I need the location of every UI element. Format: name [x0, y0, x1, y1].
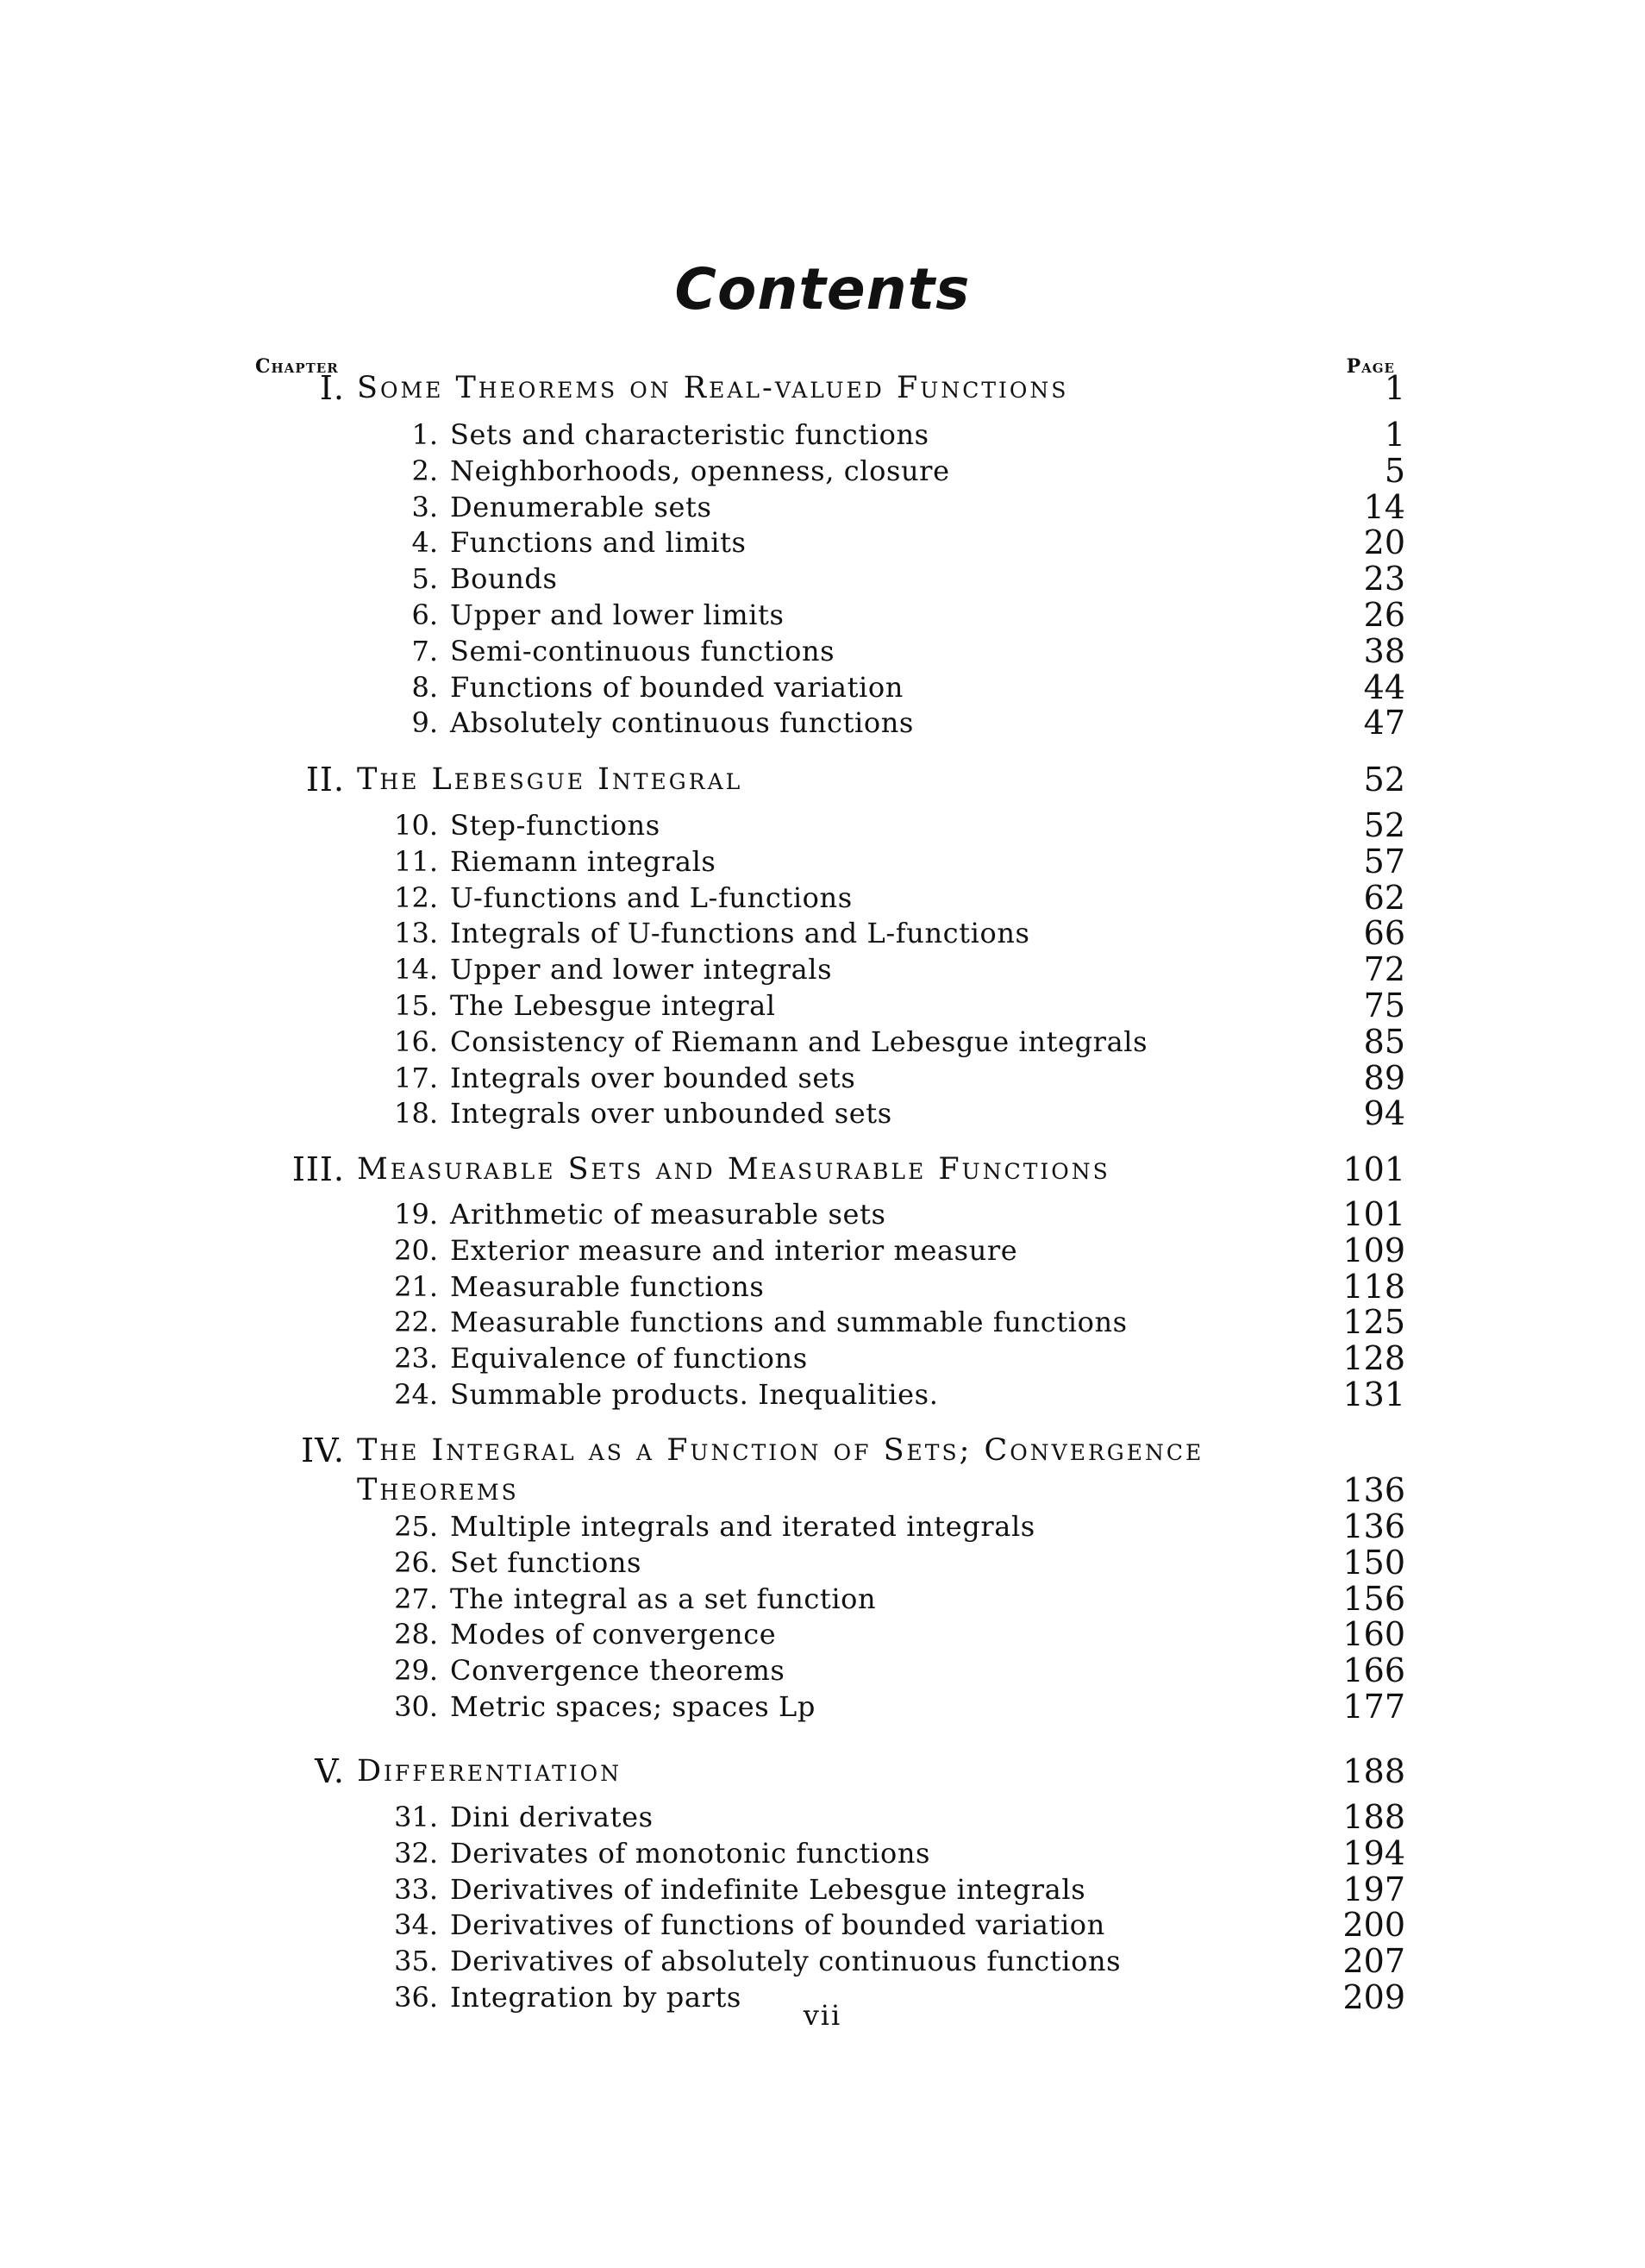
- section-number: 28.: [394, 1618, 438, 1651]
- chapter-number: III.: [291, 1150, 345, 1188]
- section-number: 22.: [394, 1306, 438, 1339]
- section-number: 1.: [411, 418, 438, 451]
- section-title: Integration by parts: [450, 1981, 741, 2014]
- section-title: Bounds: [450, 562, 558, 596]
- section-number: 19.: [394, 1198, 438, 1231]
- section-number: 27.: [394, 1582, 438, 1615]
- section-number: 7.: [411, 634, 438, 667]
- section-page: 118: [1342, 1267, 1405, 1306]
- chapter-page: 136: [1342, 1471, 1405, 1509]
- section-row: [0, 914, 1645, 952]
- section-number: 18.: [394, 1097, 438, 1131]
- section-page: 128: [1342, 1339, 1405, 1378]
- section-number: 4.: [411, 526, 438, 560]
- section-page: 150: [1342, 1543, 1405, 1582]
- section-title: Step-functions: [450, 809, 660, 842]
- section-page: 125: [1342, 1303, 1405, 1342]
- section-page: 85: [1363, 1022, 1405, 1061]
- section-number: 25.: [394, 1510, 438, 1543]
- section-page: 101: [1342, 1195, 1405, 1233]
- section-title: The integral as a set function: [450, 1582, 877, 1615]
- section-title: Exterior measure and interior measure: [450, 1233, 1018, 1267]
- section-title: Denumerable sets: [450, 490, 712, 523]
- section-page: 207: [1342, 1942, 1405, 1981]
- chapter-page: 101: [1342, 1150, 1405, 1188]
- section-number: 17.: [394, 1061, 438, 1094]
- section-number: 2.: [411, 454, 438, 487]
- section-row: [0, 523, 1645, 561]
- section-number: 31.: [394, 1801, 438, 1833]
- section-number: 15.: [394, 989, 438, 1022]
- section-title: Metric spaces; spaces Lp: [450, 1690, 816, 1723]
- section-page: 75: [1363, 987, 1405, 1024]
- section-title: Upper and lower limits: [450, 598, 785, 631]
- section-number: 23.: [394, 1342, 438, 1375]
- section-row: [0, 668, 1645, 706]
- section-row: [0, 416, 1645, 454]
- section-title: Measurable functions and summable functions: [450, 1306, 1128, 1339]
- section-title: Integrals over unbounded sets: [450, 1097, 892, 1131]
- chapter-page: 188: [1342, 1752, 1405, 1790]
- section-page: 177: [1342, 1688, 1405, 1726]
- section-title: Sets and characteristic functions: [450, 418, 929, 451]
- chapter-title: Differentiation: [357, 1754, 622, 1789]
- section-page: 57: [1363, 842, 1405, 880]
- section-number: 29.: [394, 1654, 438, 1688]
- section-page: 136: [1342, 1507, 1405, 1545]
- section-number: 14.: [394, 953, 438, 987]
- section-title: The Lebesgue integral: [450, 989, 776, 1022]
- chapter-number: IV.: [301, 1432, 345, 1469]
- section-title: Summable products. Inequalities.: [450, 1378, 939, 1411]
- section-row: [0, 1906, 1645, 1944]
- chapter-title-continued: Theorems: [357, 1473, 519, 1507]
- section-page: 20: [1363, 523, 1405, 562]
- chapter-number: V.: [315, 1752, 345, 1790]
- section-title: Functions and limits: [450, 526, 747, 560]
- section-number: 10.: [394, 809, 438, 842]
- section-row: [0, 452, 1645, 490]
- chapter-number: I.: [319, 369, 345, 407]
- section-row: [0, 1580, 1645, 1618]
- section-page: 156: [1342, 1579, 1405, 1618]
- section-row: [0, 1834, 1645, 1872]
- section-number: 33.: [394, 1872, 438, 1906]
- chapter-title: The Lebesgue Integral: [357, 762, 743, 797]
- section-number: 32.: [394, 1836, 438, 1870]
- section-row: [0, 950, 1645, 988]
- section-page: 44: [1363, 667, 1405, 706]
- section-number: 21.: [394, 1269, 438, 1303]
- section-title: Equivalence of functions: [450, 1342, 808, 1375]
- section-row: [0, 879, 1645, 917]
- section-row: [0, 1094, 1645, 1132]
- section-page: 166: [1342, 1651, 1405, 1690]
- section-title: Derivatives of functions of bounded variation: [450, 1908, 1105, 1942]
- section-page: 52: [1363, 806, 1405, 844]
- section-title: Derivates of monotonic functions: [450, 1836, 931, 1870]
- section-page: 188: [1342, 1798, 1405, 1836]
- chapter-row: [0, 1432, 1645, 1469]
- section-row: [0, 806, 1645, 844]
- section-title: Riemann integrals: [450, 844, 716, 878]
- section-row: [0, 488, 1645, 526]
- section-title: U-functions and L-functions: [450, 880, 853, 914]
- section-page: 14: [1363, 487, 1405, 526]
- section-number: 26.: [394, 1545, 438, 1579]
- section-number: 20.: [394, 1233, 438, 1267]
- section-row: [0, 1798, 1645, 1836]
- section-row: [0, 1615, 1645, 1653]
- chapter-title: Measurable Sets and Measurable Functions: [357, 1152, 1110, 1187]
- section-page: 197: [1342, 1870, 1405, 1908]
- section-title: Upper and lower integrals: [450, 953, 833, 987]
- section-row: [0, 1303, 1645, 1341]
- section-number: 6.: [411, 598, 438, 631]
- chapter-number: II.: [305, 761, 345, 799]
- section-row: [0, 1688, 1645, 1726]
- chapter-title: The Integral as a Function of Sets; Convergence: [357, 1433, 1204, 1468]
- section-page: 194: [1342, 1833, 1405, 1872]
- section-page: 5: [1384, 451, 1405, 490]
- section-row: [0, 596, 1645, 634]
- section-row: [0, 1059, 1645, 1097]
- chapter-row: [0, 761, 1645, 799]
- section-number: 30.: [394, 1690, 438, 1723]
- section-title: Neighborhoods, openness, closure: [450, 454, 950, 487]
- section-row: [0, 704, 1645, 742]
- section-number: 3.: [411, 490, 438, 523]
- section-row: [0, 1507, 1645, 1545]
- section-title: Derivatives of indefinite Lebesgue integrals: [450, 1872, 1086, 1906]
- chapter-row: [0, 1150, 1645, 1188]
- page-number-footer: vii: [803, 1999, 842, 2032]
- section-number: 8.: [411, 670, 438, 704]
- section-title: Consistency of Riemann and Lebesgue integrals: [450, 1024, 1148, 1058]
- section-row: [0, 1231, 1645, 1269]
- section-page: 209: [1342, 1978, 1405, 2016]
- section-row: [0, 843, 1645, 880]
- section-row: [0, 1023, 1645, 1061]
- section-number: 9.: [411, 706, 438, 740]
- chapter-row-continued: [0, 1471, 1645, 1509]
- chapter-row: [0, 369, 1645, 407]
- section-page: 160: [1342, 1615, 1405, 1654]
- section-page: 109: [1342, 1231, 1405, 1269]
- section-number: 12.: [394, 880, 438, 914]
- section-title: Modes of convergence: [450, 1618, 777, 1651]
- section-number: 36.: [394, 1981, 438, 2014]
- section-page: 26: [1363, 596, 1405, 634]
- section-title: Semi-continuous functions: [450, 634, 835, 667]
- chapter-page: 52: [1363, 761, 1405, 799]
- section-row: [0, 1268, 1645, 1306]
- section-page: 131: [1342, 1375, 1405, 1413]
- section-title: Arithmetic of measurable sets: [450, 1198, 886, 1231]
- section-title: Multiple integrals and iterated integrals: [450, 1510, 1035, 1543]
- section-page: 66: [1363, 914, 1405, 953]
- chapter-row: [0, 1752, 1645, 1790]
- section-page: 200: [1342, 1906, 1405, 1945]
- section-title: Measurable functions: [450, 1269, 765, 1303]
- section-number: 11.: [394, 844, 438, 878]
- section-title: Set functions: [450, 1545, 642, 1579]
- section-row: [0, 632, 1645, 670]
- section-page: 1: [1384, 416, 1405, 454]
- page-title: Contents: [674, 256, 971, 323]
- section-title: Convergence theorems: [450, 1654, 785, 1688]
- chapter-column-label: Chapter: [255, 355, 339, 378]
- section-number: 16.: [394, 1024, 438, 1058]
- section-number: 35.: [394, 1945, 438, 1978]
- section-title: Absolutely continuous functions: [450, 706, 914, 740]
- section-title: Dini derivates: [450, 1801, 654, 1833]
- section-row: [0, 560, 1645, 598]
- section-number: 13.: [394, 917, 438, 950]
- section-page: 23: [1363, 560, 1405, 598]
- section-row: [0, 987, 1645, 1024]
- chapter-page: 1: [1384, 369, 1405, 407]
- section-row: [0, 1870, 1645, 1908]
- section-page: 38: [1363, 631, 1405, 670]
- section-page: 89: [1363, 1058, 1405, 1097]
- chapter-title: Some Theorems on Real-valued Functions: [357, 371, 1069, 405]
- page-column-label: Page: [1346, 355, 1395, 378]
- section-row: [0, 1195, 1645, 1233]
- section-page: 72: [1363, 950, 1405, 989]
- section-number: 34.: [394, 1908, 438, 1942]
- section-page: 62: [1363, 878, 1405, 917]
- section-number: 5.: [411, 562, 438, 596]
- section-page: 47: [1363, 704, 1405, 742]
- section-row: [0, 1375, 1645, 1413]
- section-title: Integrals of U-functions and L-functions: [450, 917, 1030, 950]
- section-row: [0, 1544, 1645, 1582]
- section-row: [0, 1651, 1645, 1689]
- section-number: 24.: [394, 1378, 438, 1411]
- section-title: Derivatives of absolutely continuous functions: [450, 1945, 1122, 1978]
- section-title: Functions of bounded variation: [450, 670, 904, 704]
- section-row: [0, 1339, 1645, 1377]
- section-page: 94: [1363, 1094, 1405, 1133]
- section-row: [0, 1942, 1645, 1980]
- section-title: Integrals over bounded sets: [450, 1061, 856, 1094]
